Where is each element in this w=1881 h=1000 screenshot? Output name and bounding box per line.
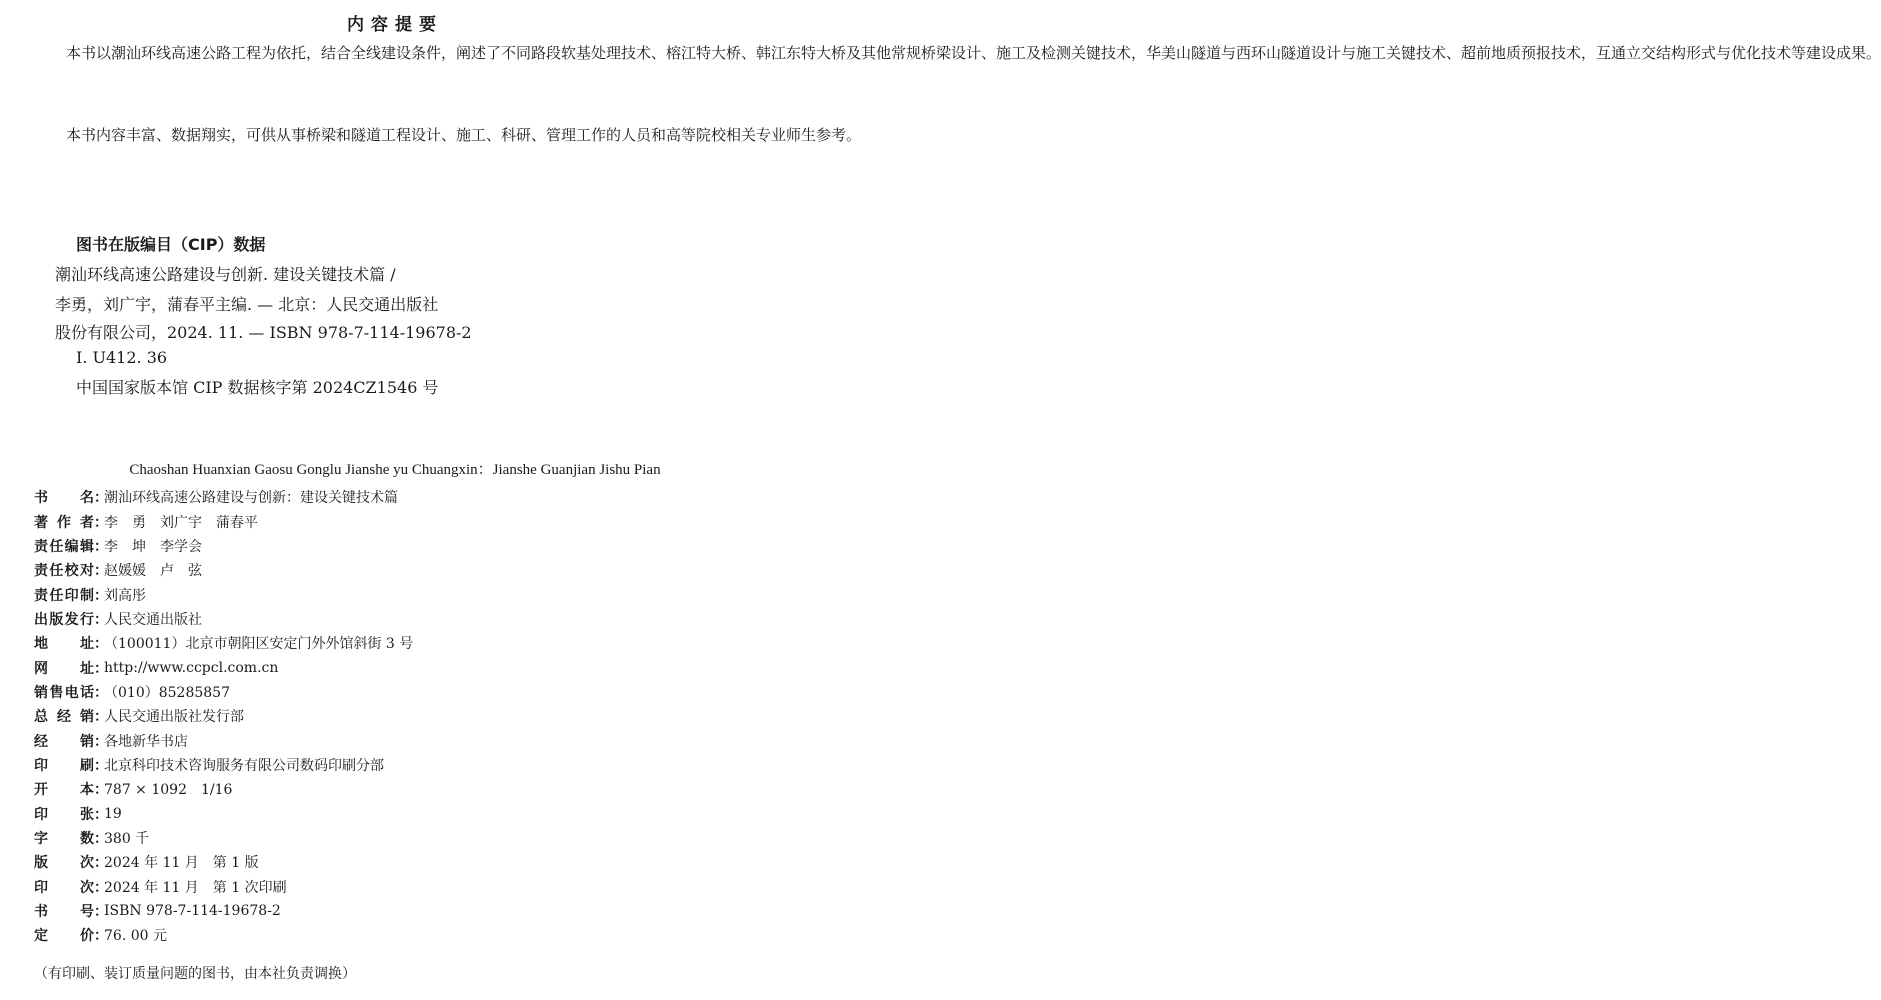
- credit-value: 刘高彤: [104, 587, 146, 604]
- credit-colon: ：: [94, 587, 108, 604]
- credit-label: 印 刷: [34, 757, 94, 774]
- credit-colon: ：: [94, 538, 108, 555]
- cip-line-4: Ⅰ. U412. 36: [76, 348, 168, 367]
- credit-value: 人民交通出版社发行部: [104, 709, 244, 726]
- credit-row: [34, 680, 774, 704]
- credit-row: [34, 509, 774, 533]
- cip-heading: 图书在版编目（CIP）数据: [76, 235, 266, 254]
- credit-label: 开 本: [34, 782, 94, 799]
- credit-label: 地 址: [34, 636, 94, 653]
- credit-row: [34, 753, 774, 777]
- pinyin-title: Chaoshan Huanxian Gaosu Gonglu Jianshe yu Chuangxin：Jianshe Guanjian Jishu Pian: [129, 462, 661, 478]
- credit-colon: ：: [94, 684, 108, 701]
- credit-label: 责 任 印 制: [34, 587, 94, 604]
- credit-row: [34, 899, 774, 923]
- credit-row: [34, 875, 774, 899]
- credit-value: 李 勇 刘广宇 蒲春平: [104, 514, 258, 531]
- credit-label: 字 数: [34, 830, 94, 847]
- credit-row: [34, 582, 774, 606]
- credit-colon: ：: [94, 660, 108, 677]
- credit-colon: ：: [94, 928, 108, 945]
- credit-label: 书 号: [34, 904, 94, 921]
- credit-value: （010）85285857: [104, 684, 230, 701]
- credit-colon: ：: [94, 806, 108, 823]
- credit-row: [34, 923, 774, 947]
- credit-value: 2024 年 11 月 第 1 次印刷: [104, 879, 287, 896]
- credit-value: 赵媛媛 卢 弦: [104, 563, 202, 580]
- credit-value: （100011）北京市朝阳区安定门外外馆斜街 3 号: [104, 636, 414, 653]
- credit-value: 李 坤 李学会: [104, 538, 202, 555]
- credit-row: [34, 534, 774, 558]
- cip-line-5: 中国国家版本馆 CIP 数据核字第 2024CZ1546 号: [76, 378, 439, 397]
- credit-value: 76. 00 元: [104, 928, 167, 945]
- credits-list: [34, 485, 774, 948]
- credit-colon: ：: [94, 563, 108, 580]
- footnote: （有印刷、装订质量问题的图书，由本社负责调换）: [34, 966, 356, 982]
- credit-colon: ：: [94, 904, 108, 921]
- credit-label: 版 次: [34, 855, 94, 872]
- credit-row: [34, 826, 774, 850]
- credit-colon: ：: [94, 757, 108, 774]
- credit-row: [34, 607, 774, 631]
- credit-colon: ：: [94, 733, 108, 750]
- cip-line-3: 股份有限公司，2024. 11. — ISBN 978-7-114-19678-2: [55, 323, 472, 342]
- credit-value: http://www.ccpcl.com.cn: [104, 659, 279, 676]
- credit-row: [34, 558, 774, 582]
- credit-label: 责 任 编 辑: [34, 538, 94, 555]
- summary-paragraph-2: 本书内容丰富、数据翔实，可供从事桥梁和隧道工程设计、施工、科研、管理工作的人员和高等院校相关专业师生参考。: [66, 126, 862, 144]
- credit-value: ISBN 978-7-114-19678-2: [104, 903, 281, 920]
- credit-value: 380 千: [104, 830, 150, 847]
- credit-row: [34, 704, 774, 728]
- credit-colon: ：: [94, 611, 108, 628]
- cip-line-1: 潮汕环线高速公路建设与创新. 建设关键技术篇 /: [55, 265, 396, 284]
- summary-paragraph: [36, 123, 862, 148]
- credit-row: [34, 777, 774, 801]
- credit-row: [34, 631, 774, 655]
- credit-value: 各地新华书店: [104, 733, 188, 750]
- credit-colon: ：: [94, 709, 108, 726]
- credit-value: 潮汕环线高速公路建设与创新：建设关键技术篇: [104, 490, 398, 507]
- credit-colon: ：: [94, 490, 108, 507]
- credit-label: 书 名: [34, 490, 94, 507]
- credit-row: [34, 801, 774, 825]
- cip-line-2: 李勇，刘广宇，蒲春平主编. — 北京：人民交通出版社: [55, 295, 439, 314]
- credit-value: 人民交通出版社: [104, 611, 202, 628]
- credit-label: 出 版 发 行: [34, 611, 94, 628]
- credit-label: 网 址: [34, 660, 94, 677]
- credit-label: 责 任 校 对: [34, 563, 94, 580]
- credit-row: [34, 728, 774, 752]
- page-title: 内容提要: [347, 15, 443, 35]
- credit-label: 经 销: [34, 733, 94, 750]
- credit-row: [34, 485, 774, 509]
- credit-row: [34, 655, 774, 679]
- credit-colon: ：: [94, 782, 108, 799]
- credit-value: 2024 年 11 月 第 1 版: [104, 855, 259, 872]
- credit-value: 787 × 1092 1/16: [104, 782, 233, 799]
- credit-label: 总 经 销: [34, 709, 94, 726]
- credit-value: 北京科印技术咨询服务有限公司数码印刷分部: [104, 757, 384, 774]
- credit-colon: ：: [94, 514, 108, 531]
- summary-paragraph: [36, 41, 1881, 66]
- credit-value: 19: [104, 805, 122, 822]
- credit-label: 著 作 者: [34, 514, 94, 531]
- credit-label: 销 售 电 话: [34, 684, 94, 701]
- credit-colon: ：: [94, 879, 108, 896]
- summary-paragraph-1: 本书以潮汕环线高速公路工程为依托，结合全线建设条件，阐述了不同路段软基处理技术、榕江特大桥、韩江东特大桥及其他常规桥梁设计、施工及检测关键技术，华美山隧道与西环山隧道设计与施工关键技术、超前地质预报技术，互通立交结构形式与优化技术等建设成果。: [66, 44, 1881, 62]
- credit-colon: ：: [94, 830, 108, 847]
- credit-colon: ：: [94, 636, 108, 653]
- credit-label: 印 张: [34, 806, 94, 823]
- credit-label: 印 次: [34, 879, 94, 896]
- credit-row: [34, 850, 774, 874]
- credit-colon: ：: [94, 855, 108, 872]
- credit-label: 定 价: [34, 928, 94, 945]
